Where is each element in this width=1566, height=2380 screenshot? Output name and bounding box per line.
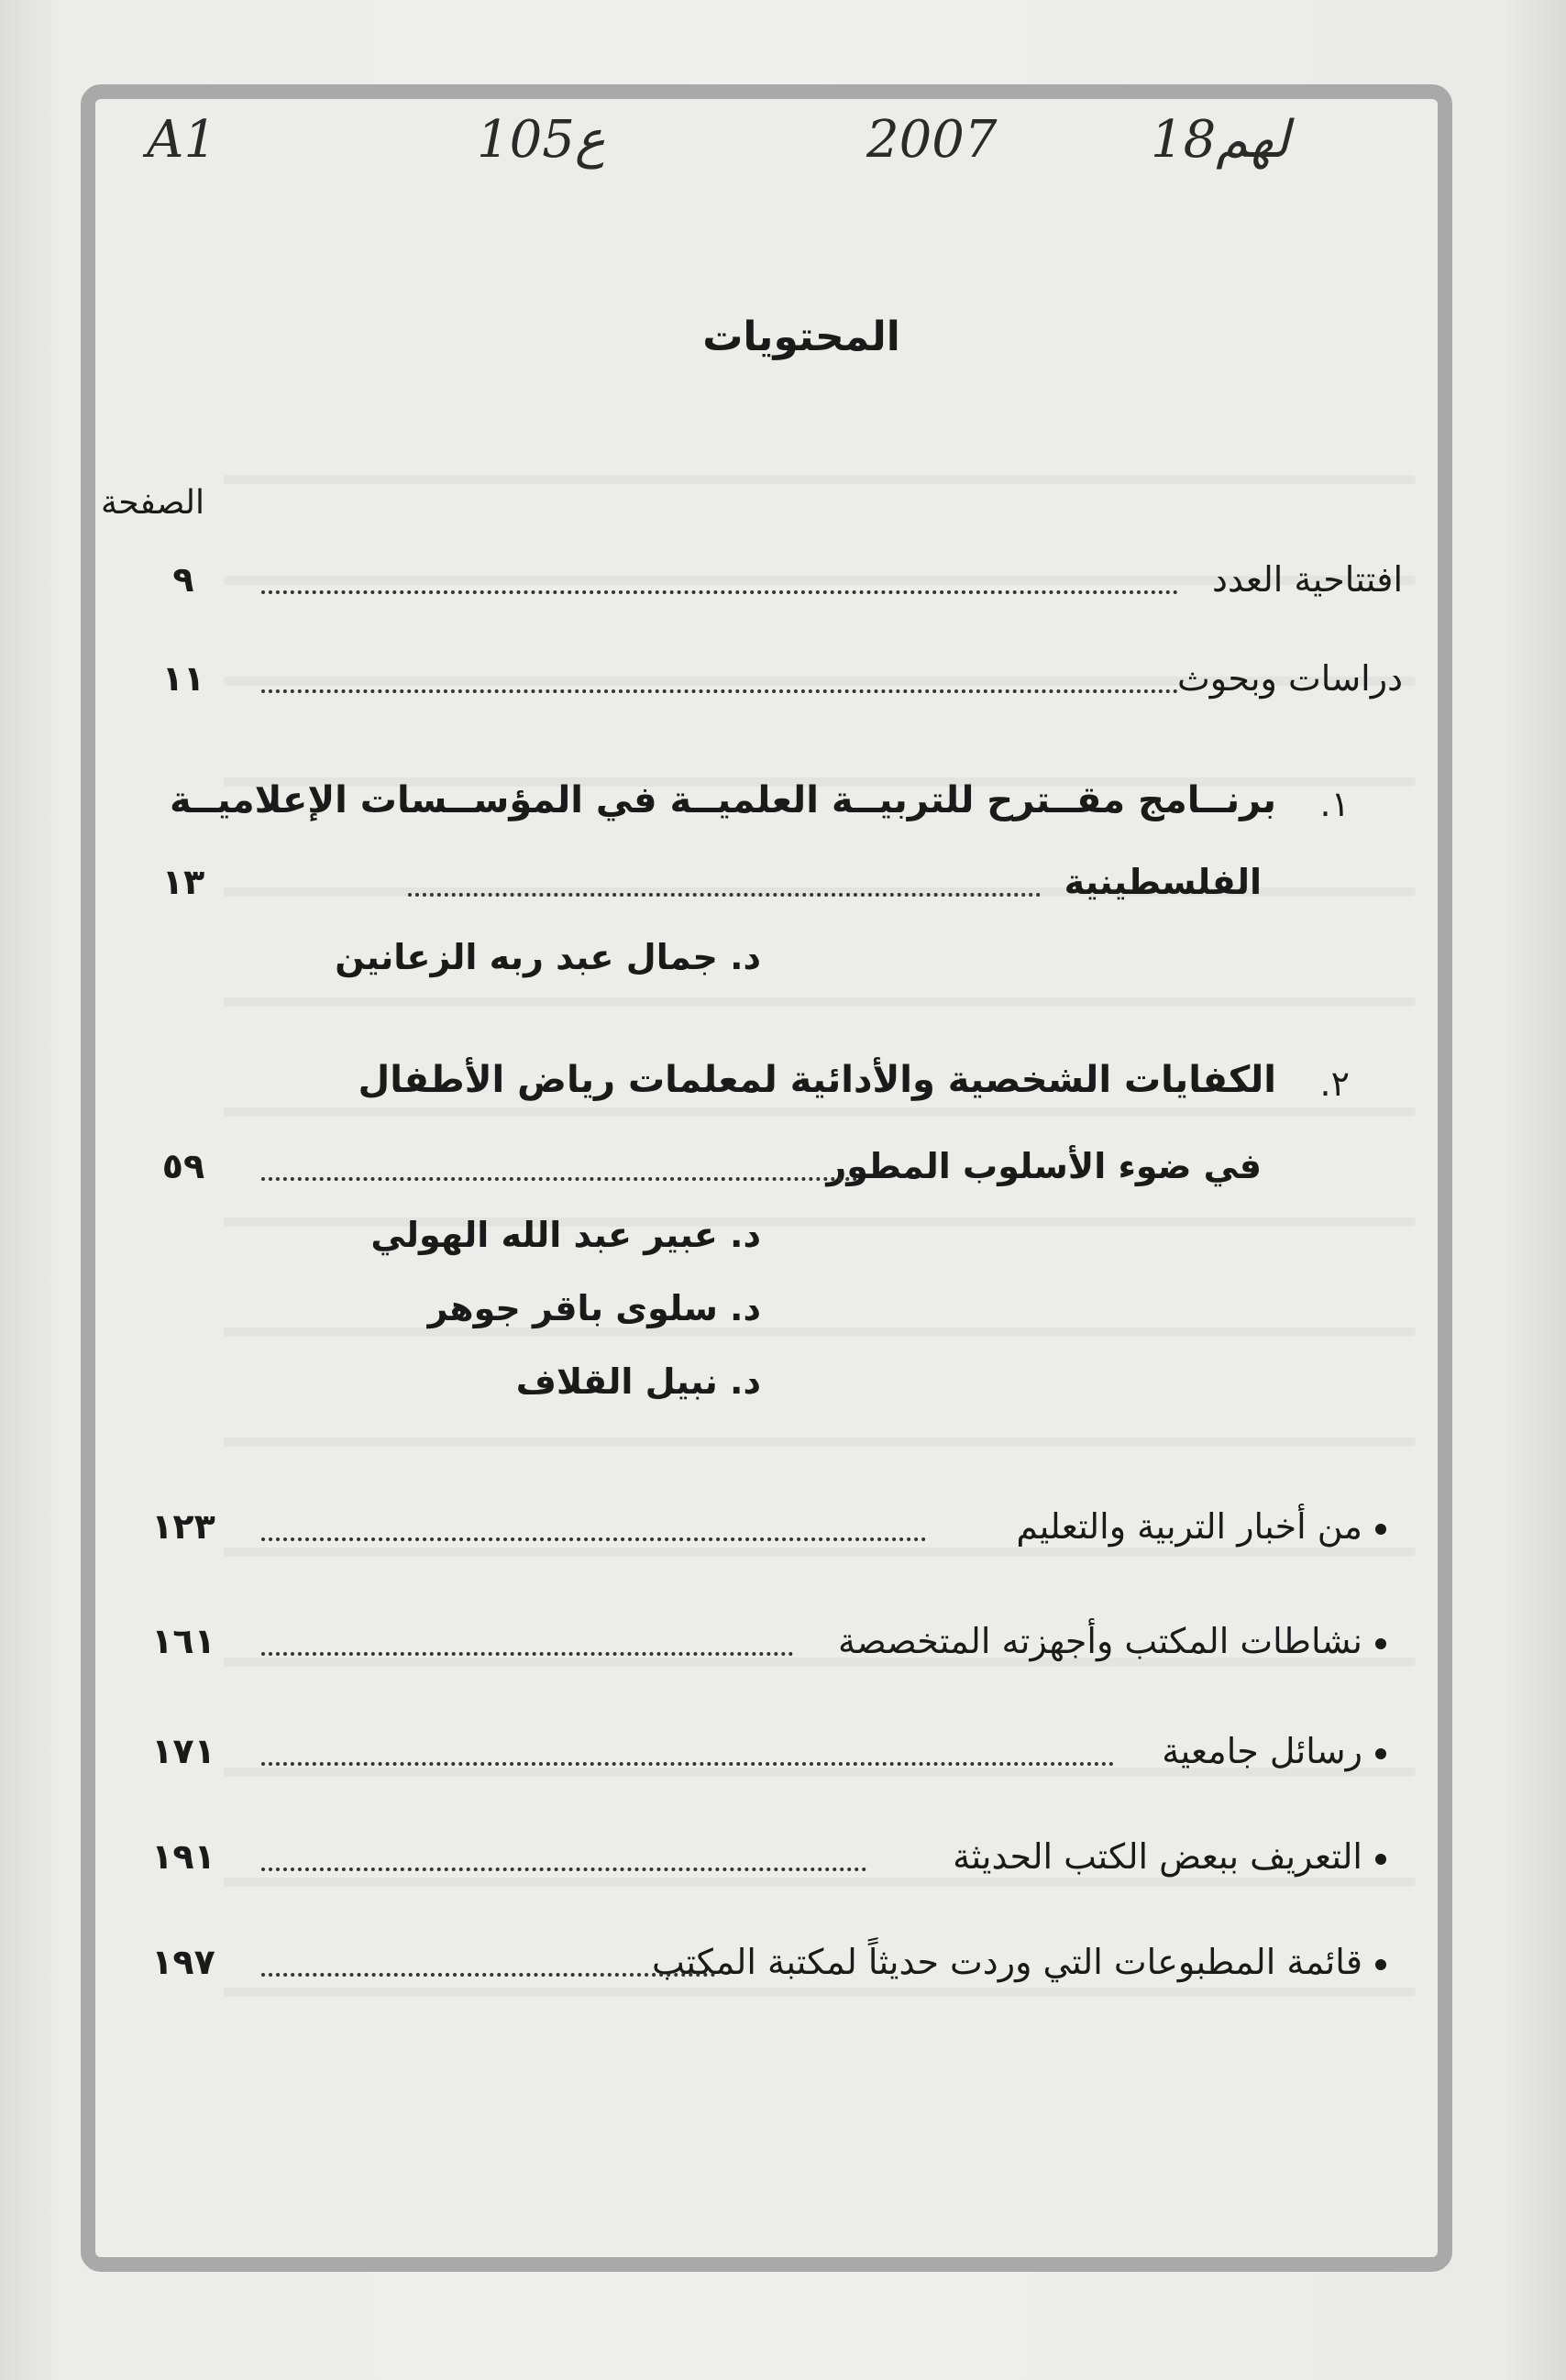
page-column-label: الصفحة — [101, 484, 204, 522]
toc-entry-page: ٩ — [172, 559, 194, 600]
toc-entry-page: ١٦١ — [151, 1621, 215, 1661]
toc-entry-label — [838, 1621, 1386, 1661]
handwritten-note: A1 — [147, 110, 217, 170]
study-title[interactable]: برنــامج مقــترح للتربيــة العلميــة في المؤســسات الإعلاميــة — [169, 779, 1276, 821]
leader-dots — [261, 572, 1178, 594]
toc-entry-page: ١٧١ — [151, 1731, 215, 1771]
toc-entry-page: ١٣ — [161, 862, 205, 902]
bullet-icon — [1375, 1524, 1386, 1535]
toc-entry-text: قائمة المطبوعات التي وردت حديثاً لمكتبة المكتب — [652, 1942, 1362, 1982]
toc-entry-page: ١٩١ — [151, 1836, 215, 1877]
toc-entry[interactable] — [128, 559, 1403, 614]
leader-dots — [261, 1744, 1114, 1766]
toc-entry-page: ١١ — [161, 658, 205, 699]
leader-dots — [408, 875, 1041, 897]
leader-dots — [261, 1159, 857, 1181]
study-title[interactable]: الكفايات الشخصية والأدائية لمعلمات رياض الأطفال — [358, 1059, 1276, 1101]
author: د. سلوى باقر جوهر — [427, 1288, 761, 1328]
bleed-through-line — [224, 1107, 1416, 1117]
toc-entry[interactable] — [128, 1731, 1386, 1786]
handwritten-note: 18لهم — [1151, 110, 1290, 170]
toc-entry[interactable] — [128, 1146, 1262, 1201]
toc-entry-label — [1016, 1506, 1386, 1547]
bleed-through-line — [224, 1328, 1416, 1337]
toc-entry[interactable] — [128, 1942, 1386, 1997]
handwritten-note: 105ع — [477, 110, 606, 170]
toc-entry-text: نشاطات المكتب وأجهزته المتخصصة — [838, 1621, 1362, 1661]
toc-entry-text: التعريف ببعض الكتب الحديثة — [953, 1836, 1362, 1877]
toc-entry-page: ١٢٣ — [151, 1506, 215, 1547]
toc-entry[interactable] — [128, 1621, 1386, 1676]
toc-entry-label: افتتاحية العدد — [1212, 559, 1403, 600]
toc-entry-page: ٥٩ — [161, 1146, 205, 1186]
study-number: ١. — [1319, 784, 1350, 824]
toc-entry-label — [953, 1836, 1386, 1877]
bleed-through-line — [224, 1438, 1416, 1447]
leader-dots — [261, 671, 1178, 693]
author: د. عبير عبد الله الهولي — [370, 1215, 761, 1255]
toc-entry[interactable] — [128, 1836, 1386, 1891]
bleed-through-line — [224, 997, 1416, 1007]
study-number: ٢. — [1319, 1063, 1350, 1104]
toc-entry-label — [652, 1942, 1386, 1982]
toc-entry-text: رسائل جامعية — [1162, 1731, 1362, 1771]
author: د. جمال عبد ربه الزعانين — [335, 937, 761, 977]
bullet-icon — [1375, 1854, 1386, 1865]
bullet-icon — [1375, 1959, 1386, 1970]
leader-dots — [261, 1955, 715, 1977]
toc-entry[interactable] — [128, 862, 1262, 917]
leader-dots — [261, 1519, 926, 1541]
author: د. نبيل القلاف — [515, 1361, 761, 1402]
toc-entry-page: ١٩٧ — [151, 1942, 215, 1982]
study-title-continuation: الفلسطينية — [1064, 862, 1262, 902]
toc-entry[interactable] — [128, 658, 1403, 713]
toc-entry-text: من أخبار التربية والتعليم — [1016, 1506, 1362, 1547]
toc-entry-label — [1162, 1731, 1386, 1771]
leader-dots — [261, 1849, 866, 1871]
study-title-continuation: في ضوء الأسلوب المطور — [826, 1146, 1262, 1186]
toc-entry-label: دراسات وبحوث — [1177, 658, 1403, 699]
toc-entry[interactable] — [128, 1506, 1386, 1561]
page-title: المحتويات — [702, 314, 900, 360]
bullet-icon — [1375, 1748, 1386, 1759]
leader-dots — [261, 1634, 793, 1656]
handwritten-note: 2007 — [866, 110, 998, 170]
bullet-icon — [1375, 1638, 1386, 1649]
bleed-through-line — [224, 475, 1416, 484]
